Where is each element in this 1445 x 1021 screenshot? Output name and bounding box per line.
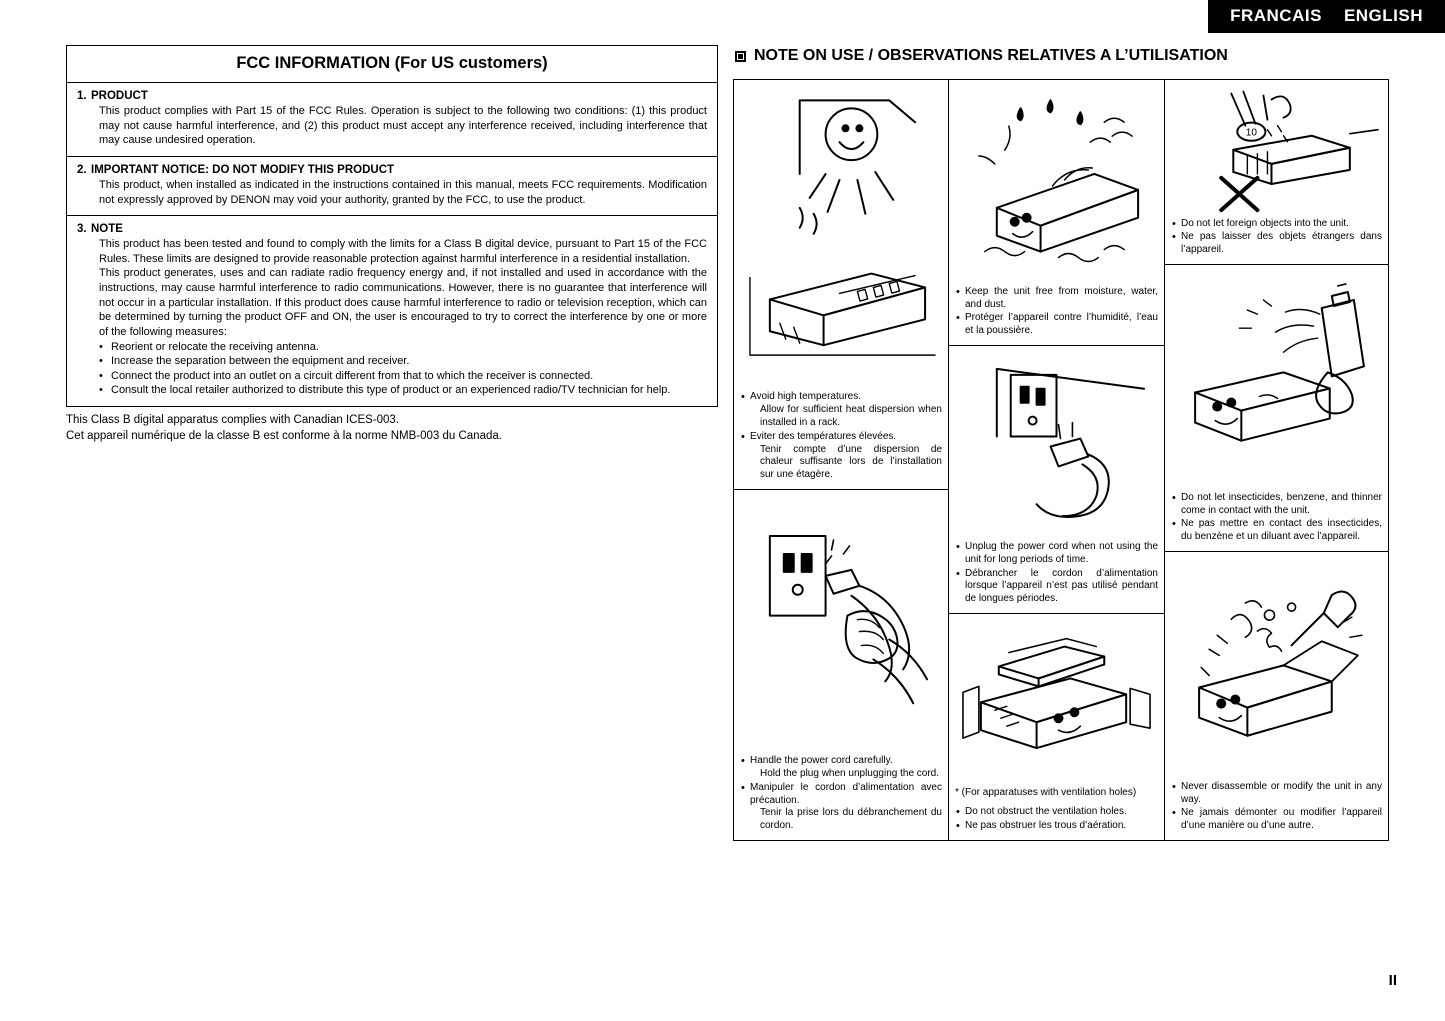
page-number: II (1388, 972, 1397, 989)
language-english: ENGLISH (1343, 6, 1423, 25)
foreign-objects-caption (1171, 218, 1382, 258)
heat-en-2: Allow for sufficient heat dispersion when installed in a rack. (760, 404, 942, 429)
note-cell-chemicals (1165, 264, 1388, 551)
language-francais: FRANCAIS (1230, 6, 1322, 25)
note-cell-power-cord (734, 489, 948, 840)
power-cord-illustration (740, 494, 942, 755)
fcc-section-product (67, 83, 717, 157)
list-item: • Never disassemble or modify the unit in any way. (1171, 781, 1382, 807)
note-cell-foreign-objects (1165, 80, 1388, 264)
fcc-section-heading (77, 223, 707, 235)
note-cell-ventilation (949, 613, 1164, 840)
note-cell-heat (734, 80, 948, 489)
foreign-objects-illustration (1171, 84, 1382, 218)
canada-notice-english: This Class B digital apparatus complies with Canadian ICES-003. (66, 414, 400, 426)
fcc-section-heading (77, 164, 707, 176)
cord-fr-1: Manipuler le cordon d’alimentation avec précaution. (750, 781, 942, 806)
high-temperature-illustration (740, 84, 942, 391)
canadian-ices-notice (66, 413, 726, 445)
note-on-use-grid (733, 79, 1389, 841)
unplug-power-cord-illustration (955, 350, 1158, 541)
list-item (740, 755, 942, 781)
fcc-section-number: 3. (77, 223, 87, 236)
list-item: • Unplug the power cord when not using the unit for long periods of time. (955, 541, 1158, 567)
insecticide-benzene-thinner-illustration (1171, 269, 1382, 492)
list-item: • Do not let foreign objects into the unit. (1171, 218, 1382, 231)
note-cell-moisture (949, 80, 1164, 345)
note-cell-disassemble (1165, 551, 1388, 840)
moisture-water-dust-illustration (955, 84, 1158, 286)
list-item: • Débrancher le cordon d’alimentation lorsque l’appareil n’est pas utilisé pendant de longues périodes. (955, 568, 1158, 606)
fcc-section-title: PRODUCT (91, 90, 148, 102)
list-item: • Reorient or relocate the receiving antenna. (99, 340, 707, 355)
note-on-use-title: NOTE ON USE / OBSERVATIONS RELATIVES A L’UTILISATION (754, 47, 1228, 64)
unplug-caption (955, 541, 1158, 607)
svg-text:10: 10 (1245, 127, 1257, 139)
note-on-use-heading (735, 47, 1228, 65)
fcc-information-box (66, 45, 718, 407)
fcc-section-body (77, 237, 707, 398)
cord-en-1: Handle the power cord carefully. (750, 755, 893, 767)
canada-notice-french: Cet appareil numérique de la classe B est conforme à la norme NMB-003 du Canada. (66, 429, 502, 442)
list-item: • Protéger l’appareil contre l’humidité, l’eau et la poussière. (955, 312, 1158, 338)
note-cell-unplug (949, 345, 1164, 613)
list-item: • Ne pas mettre en contact des insecticides, du benzène et un diluant avec l’appareil. (1171, 518, 1382, 544)
list-item: • Do not obstruct the ventilation holes. (955, 806, 1158, 819)
do-not-disassemble-illustration (1171, 556, 1382, 781)
fcc-section-body: This product, when installed as indicated in the instructions contained in this manual, meets FCC requirements. Modification not expressly approved by DENON may void your authority, granted by the FCC, to use the product. (99, 178, 707, 206)
cord-en-2: Hold the plug when unplugging the cord. (760, 768, 940, 780)
ventilation-caption (955, 787, 1158, 834)
list-item: • Keep the unit free from moisture, water, and dust. (955, 286, 1158, 312)
note-column-3 (1165, 80, 1388, 840)
note-column-1 (734, 80, 949, 840)
fcc-note-paragraph-1: This product has been tested and found to comply with the limits for a Class B digital device, pursuant to Part 15 of the FCC Rules. These limits are designed to provide reasonable protection against harmful interference in a residential installation. (99, 238, 707, 265)
heat-caption (740, 391, 942, 483)
fcc-section-body: This product complies with Part 15 of the FCC Rules. Operation is subject to the following two conditions: (1) this product may not cause harmful interference, and (2) this product must accept any interference received, including interference that may cause undesired operation. (99, 105, 707, 147)
list-item (740, 431, 942, 482)
fcc-section-title: NOTE (91, 223, 123, 236)
chemicals-caption (1171, 492, 1382, 545)
fcc-section-title: IMPORTANT NOTICE: DO NOT MODIFY THIS PRODUCT (91, 163, 395, 176)
list-item: • Connect the product into an outlet on a circuit different from that to which the receiver is connected. (99, 369, 707, 384)
heat-fr-2: Tenir compte d’une dispersion de chaleur suffisante lors de l’installation sur une étagère. (760, 443, 942, 481)
list-item: • Ne jamais démonter ou modifier l’appareil d’une manière ou d’une autre. (1171, 807, 1382, 833)
moisture-caption (955, 286, 1158, 339)
ventilation-note-star: * (For apparatuses with ventilation holes) (955, 786, 1137, 798)
fcc-section-number: 1. (77, 90, 87, 102)
list-item: • Ne pas obstruer les trous d’aération. (955, 820, 1158, 833)
power-cord-caption (740, 755, 942, 834)
list-item: • Ne pas laisser des objets étrangers dans l’appareil. (1171, 231, 1382, 257)
fcc-note-paragraph-2: This product generates, uses and can radiate radio frequency energy and, if not installed and used in accordance with the instructions, may cause harmful interference to radio communications. However, there is no guarantee that interference will not occur in a particular installation. If this product does cause harmful interference to radio or television reception, which can be determined by turning the product OFF and ON, the user is encouraged to try to correct the interference by one or more of the following measures: (99, 267, 707, 338)
list-item: • Do not let insecticides, benzene, and thinner come in contact with the unit. (1171, 492, 1382, 518)
fcc-section-number: 2. (77, 163, 87, 176)
fcc-section-note (67, 216, 717, 406)
disassemble-caption (1171, 781, 1382, 834)
list-item (740, 391, 942, 429)
list-item: • Increase the separation between the equipment and receiver. (99, 354, 707, 369)
list-item: • Consult the local retailer authorized to distribute this type of product or an experienced radio/TV technician for help. (99, 383, 707, 398)
fcc-title: FCC INFORMATION (For US customers) (67, 46, 717, 83)
heat-fr-1: Eviter des températures élevées. (750, 430, 897, 442)
fcc-note-measures-list (99, 340, 707, 399)
cord-fr-2: Tenir la prise lors du débranchement du cordon. (760, 807, 942, 832)
language-bar (1208, 0, 1445, 33)
note-column-2 (949, 80, 1165, 840)
fcc-section-heading (77, 90, 707, 102)
list-item (740, 782, 942, 833)
heat-en-1: Avoid high temperatures. (750, 391, 861, 403)
ventilation-holes-illustration (955, 618, 1158, 787)
fcc-section-important-notice (67, 157, 717, 216)
square-bullet-icon (735, 51, 746, 62)
